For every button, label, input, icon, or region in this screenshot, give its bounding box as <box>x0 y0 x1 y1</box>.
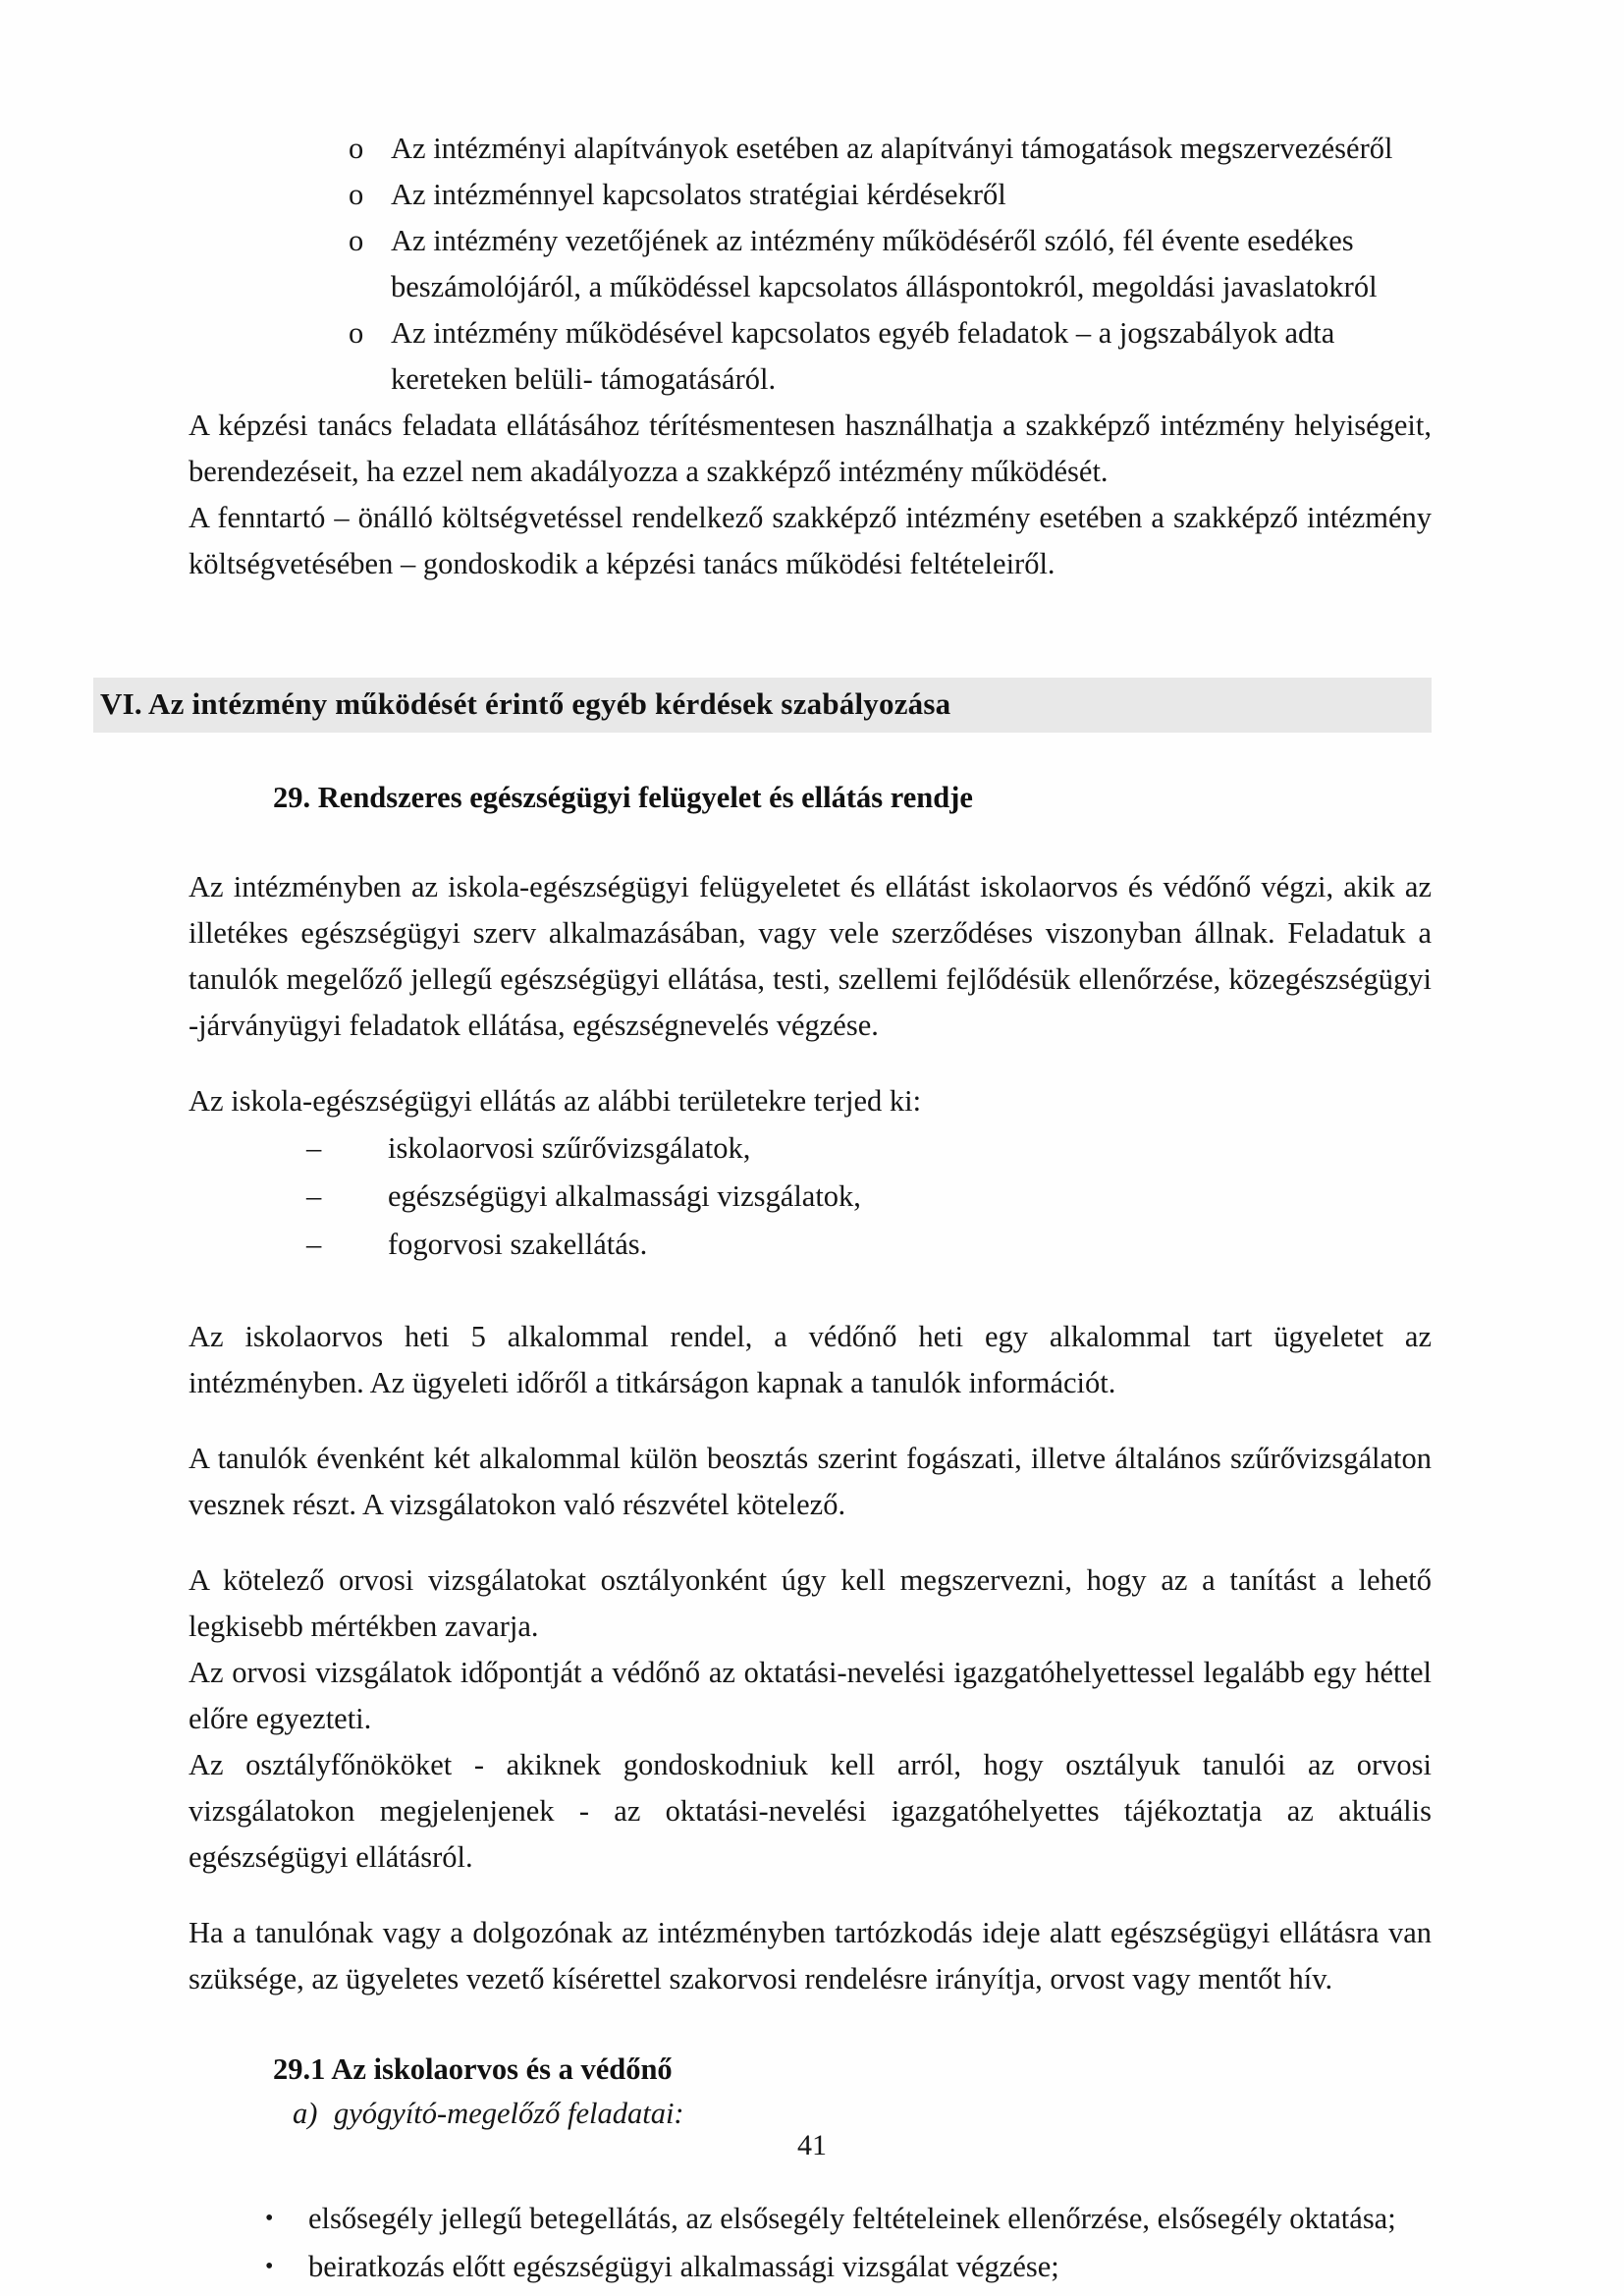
list-item-text: iskolaorvosi szűrővizsgálatok, <box>388 1131 751 1165</box>
section-29-1-heading: 29.1 Az iskolaorvos és a védőnő <box>273 2052 673 2086</box>
list-item <box>189 1221 1432 1269</box>
spacer <box>189 819 1432 864</box>
paragraph-kepzesi-tanacs: A képzési tanács feladata ellátásához térítésmentesen használhatja a szakképző intézmény helyiségeit, berendezéseit, ha ezzel nem akadályozza a szakképző intézmény működését. <box>189 409 1432 488</box>
circle-bullet-icon: o <box>349 178 364 211</box>
list-item-text: elsősegély jellegű betegellátás, az elsősegély feltételeinek ellenőrzése, elsősegély oktatása; <box>308 2202 1396 2235</box>
list-item <box>189 310 1432 403</box>
section-vi-title: VI. Az intézmény működését érintő egyéb kérdések szabályozása <box>100 686 951 721</box>
circle-bullet-list <box>189 126 1432 403</box>
list-item-text: Az intézmény vezetőjének az intézmény működéséről szóló, fél évente esedékes beszámolójáról, a működéssel kapcsolatos álláspontokról, megoldási javaslatokról <box>391 224 1378 303</box>
list-item <box>189 2243 1432 2291</box>
list-item-text: Az intézménnyel kapcsolatos stratégiai kérdésekről <box>391 178 1006 211</box>
alpha-item-text: gyógyító-megelőző feladatai: <box>334 2097 684 2130</box>
spacer <box>189 1406 1432 1436</box>
spacer <box>189 1528 1432 1558</box>
spacer <box>189 1049 1432 1078</box>
list-item <box>189 1173 1432 1221</box>
dot-bullet-icon: • <box>265 2254 274 2279</box>
circle-bullet-icon: o <box>349 316 364 350</box>
circle-bullet-icon: o <box>349 132 364 165</box>
spacer <box>189 2002 1432 2048</box>
list-item <box>189 1124 1432 1173</box>
spacer <box>189 1269 1432 1314</box>
section-vi-band <box>93 678 1432 733</box>
spacer <box>189 1881 1432 1910</box>
dash-bullet-list-areas <box>189 1124 1432 1269</box>
paragraph-29-7: Az osztályfőnököket - akiknek gondoskodniuk kell arról, hogy osztályuk tanulói az orvosi vizsgálatokon megjelenjenek - az oktatási-nevelési igazgatóhelyettes tájékoztatja az aktuális egészségügyi ellátásról. <box>189 1748 1432 1874</box>
section-29 <box>189 776 1432 2291</box>
dot-bullet-icon: • <box>265 2206 274 2231</box>
list-item-text: beiratkozás előtt egészségügyi alkalmassági vizsgálat végzése; <box>308 2250 1059 2283</box>
list-item <box>189 2195 1432 2243</box>
section-29-heading: 29. Rendszeres egészségügyi felügyelet és ellátás rendje <box>273 781 973 814</box>
list-item-text: egészségügyi alkalmassági vizsgálatok, <box>388 1179 861 1213</box>
list-item <box>189 172 1432 218</box>
paragraph-fenntarto: A fenntartó – önálló költségvetéssel rendelkező szakképző intézmény esetében a szakképző intézmény költségvetésében – gondoskodik a képzési tanács működési feltételeiről. <box>189 501 1432 580</box>
alpha-marker: a) <box>293 2097 318 2130</box>
page-number: 41 <box>797 2129 827 2161</box>
paragraph-29-4: A tanulók évenként két alkalommal külön beosztás szerint fogászati, illetve általános szűrővizsgálaton vesznek részt. A vizsgálatokon való részvétel kötelező. <box>189 1442 1432 1521</box>
section-29-1 <box>189 2048 1432 2291</box>
dash-bullet-icon: – <box>306 1228 322 1261</box>
dot-bullet-list-tasks <box>189 2195 1432 2291</box>
paragraph-29-intro-2: Az iskola-egészségügyi ellátás az alábbi területekre terjed ki: <box>189 1084 922 1118</box>
paragraph-29-6: Az orvosi vizsgálatok időpontját a védőnő az oktatási-nevelési igazgatóhelyettessel legalább egy héttel előre egyezteti. <box>189 1656 1432 1735</box>
paragraph-29-3: Az iskolaorvos heti 5 alkalommal rendel, a védőnő heti egy alkalommal tart ügyeletet az intézményben. Az ügyeleti időről a titkárságon kapnak a tanulók információt. <box>189 1320 1432 1399</box>
list-item-text: Az intézmény működésével kapcsolatos egyéb feladatok – a jogszabályok adta kereteken belüli- támogatásáról. <box>391 316 1335 396</box>
list-item <box>189 218 1432 310</box>
list-item-text: Az intézményi alapítványok esetében az alapítványi támogatások megszervezéséről <box>391 132 1393 165</box>
paragraph-29-8: Ha a tanulónak vagy a dolgozónak az intézményben tartózkodás ideje alatt egészségügyi ellátásra van szüksége, az ügyeletes vezető kísérettel szakorvosi rendelésre irányítja, orvost vagy mentőt hív. <box>189 1916 1432 1995</box>
circle-bullet-icon: o <box>349 224 364 257</box>
dash-bullet-icon: – <box>306 1131 322 1165</box>
dash-bullet-icon: – <box>306 1179 322 1213</box>
list-item-text: fogorvosi szakellátás. <box>388 1228 648 1261</box>
paragraph-29-1: Az intézményben az iskola-egészségügyi felügyeletet és ellátást iskolaorvos és védőnő végzi, akik az illetékes egészségügyi szerv alkalmazásában, vagy vele szerződéses viszonyban állnak. Feladatuk a tanulók megelőző jellegű egészségügyi ellátása, testi, szellemi fejlődésük ellenőrzése, közegészségügyi -járványügyi feladatok ellátása, egészségnevelés végzése. <box>189 870 1432 1042</box>
page-content <box>189 126 1432 587</box>
list-item <box>189 126 1432 172</box>
paragraph-29-5: A kötelező orvosi vizsgálatokat osztályonként úgy kell megszervezni, hogy az a tanítást a lehető legkisebb mértékben zavarja. <box>189 1563 1432 1643</box>
